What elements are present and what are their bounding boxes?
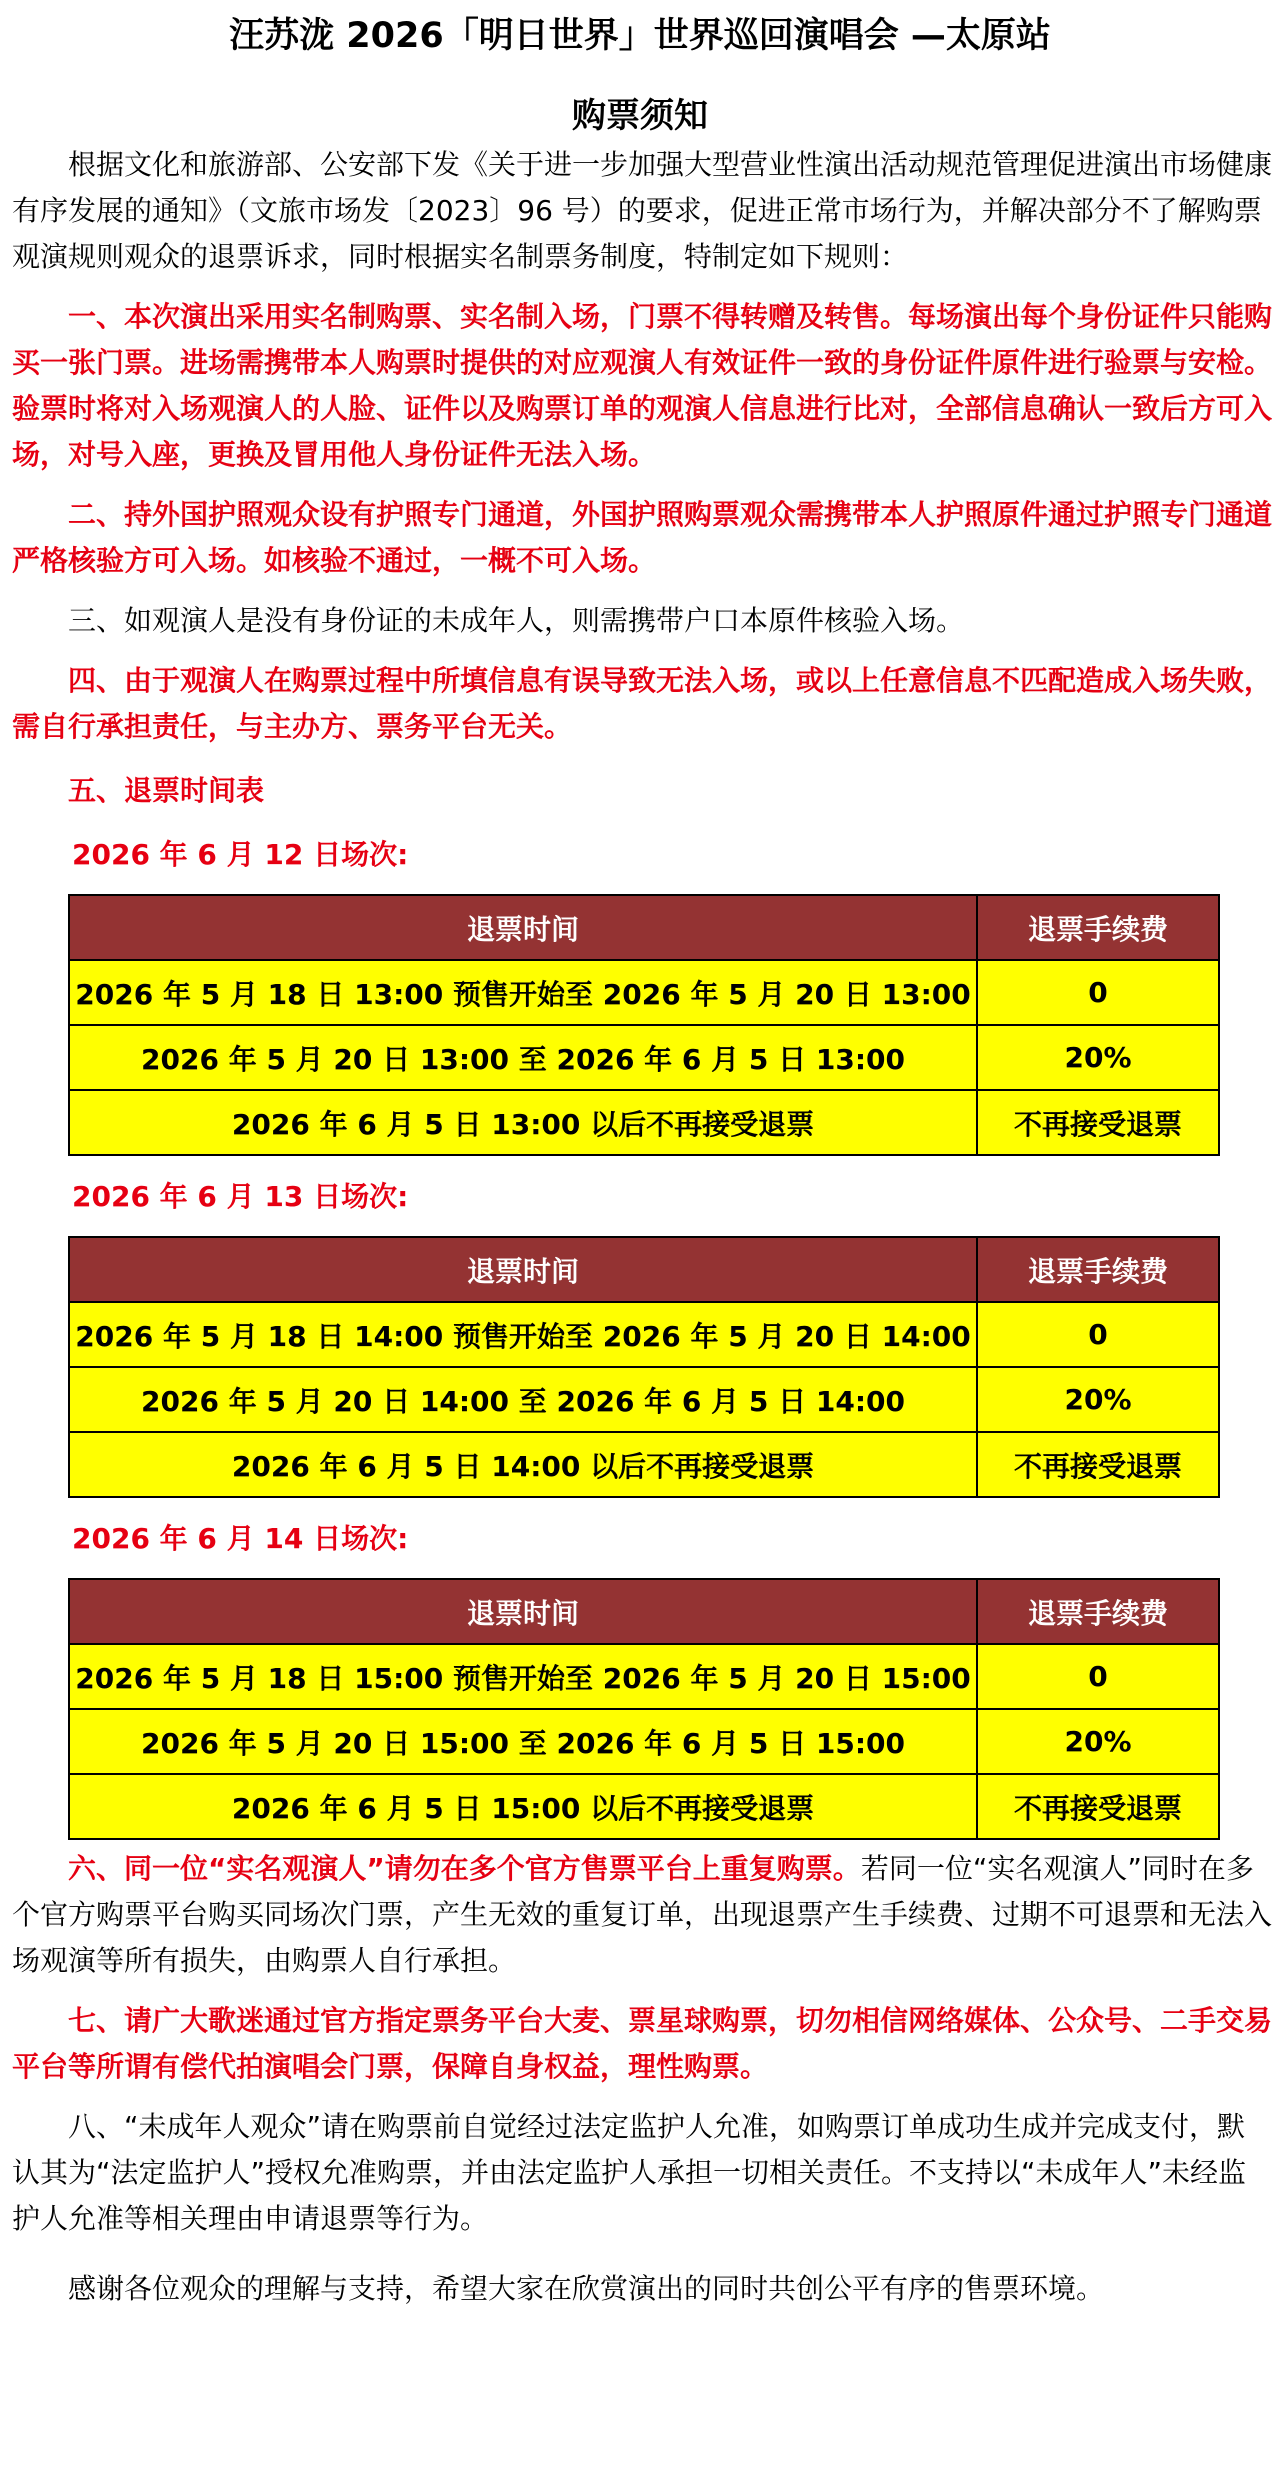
refund-fee-cell: 20% bbox=[977, 1367, 1219, 1432]
refund-time-cell: 2026 年 6 月 5 日 14:00 以后不再接受退票 bbox=[69, 1432, 977, 1497]
refund-table bbox=[68, 1578, 1220, 1840]
refund-table bbox=[68, 1236, 1220, 1498]
header-refund-fee: 退票手续费 bbox=[977, 895, 1219, 960]
refund-fee-cell: 20% bbox=[977, 1025, 1219, 1090]
refund-fee-cell: 20% bbox=[977, 1709, 1219, 1774]
table-header-row bbox=[69, 895, 1219, 960]
refund-time-cell: 2026 年 5 月 20 日 15:00 至 2026 年 6 月 5 日 15:00 bbox=[69, 1709, 977, 1774]
closing-note: 感谢各位观众的理解与支持，希望大家在欣赏演出的同时共创公平有序的售票环境。 bbox=[68, 2272, 1105, 2305]
header-refund-time: 退票时间 bbox=[69, 1579, 977, 1644]
rule-4: 四、由于观演人在购票过程中所填信息有误导致无法入场，或以上任意信息不匹配造成入场失败，需自行承担责任，与主办方、票务平台无关。 bbox=[12, 664, 1273, 743]
rule-6-body: 若同一位“实名观演人”同时在多个官方购票平台购买同场次门票，产生无效的重复订单，出现退票产生手续费、过期不可退票和无法入场观演等所有损失，由购票人自行承担。 bbox=[12, 1852, 1273, 1977]
rule-3: 三、如观演人是没有身份证的未成年人，则需携带户口本原件核验入场。 bbox=[68, 604, 965, 637]
table-row bbox=[69, 1025, 1219, 1090]
table-row bbox=[69, 1774, 1219, 1839]
refund-time-cell: 2026 年 5 月 18 日 13:00 预售开始至 2026 年 5 月 20 日 13:00 bbox=[69, 960, 977, 1025]
page-title: 汪苏泷 2026「明日世界」世界巡回演唱会 —太原站 bbox=[229, 16, 1051, 56]
rule-8: 八、“未成年人观众”请在购票前自觉经过法定监护人允准，如购票订单成功生成并完成支付，默认其为“法定监护人”授权允准购票，并由法定监护人承担一切相关责任。不支持以“未成年人”未经监护人允准等相关理由申请退票等行为。 bbox=[12, 2110, 1247, 2235]
intro-paragraph: 根据文化和旅游部、公安部下发《关于进一步加强大型营业性演出活动规范管理促进演出市场健康有序发展的通知》（文旅市场发〔2023〕96 号）的要求，促进正常市场行为，并解决部分不了解购票观演规则观众的退票诉求，同时根据实名制票务制度，特制定如下规则： bbox=[12, 148, 1273, 273]
refund-time-cell: 2026 年 5 月 18 日 15:00 预售开始至 2026 年 5 月 20 日 15:00 bbox=[69, 1644, 977, 1709]
table-row bbox=[69, 1090, 1219, 1155]
header-refund-fee: 退票手续费 bbox=[977, 1237, 1219, 1302]
page-subtitle: 购票须知 bbox=[572, 96, 708, 136]
refund-fee-cell: 0 bbox=[977, 1302, 1219, 1367]
rule-2: 二、持外国护照观众设有护照专门通道，外国护照购票观众需携带本人护照原件通过护照专门通道严格核验方可入场。如核验不通过，一概不可入场。 bbox=[12, 498, 1273, 577]
rule-5-title: 五、退票时间表 bbox=[68, 774, 265, 807]
table-row bbox=[69, 1367, 1219, 1432]
table-row bbox=[69, 1302, 1219, 1367]
refund-fee-cell: 不再接受退票 bbox=[977, 1090, 1219, 1155]
table-row bbox=[69, 960, 1219, 1025]
refund-fee-cell: 0 bbox=[977, 960, 1219, 1025]
table-row bbox=[69, 1644, 1219, 1709]
refund-fee-cell: 不再接受退票 bbox=[977, 1774, 1219, 1839]
refund-time-cell: 2026 年 6 月 5 日 15:00 以后不再接受退票 bbox=[69, 1774, 977, 1839]
refund-time-cell: 2026 年 6 月 5 日 13:00 以后不再接受退票 bbox=[69, 1090, 977, 1155]
refund-time-cell: 2026 年 5 月 20 日 14:00 至 2026 年 6 月 5 日 14:00 bbox=[69, 1367, 977, 1432]
rule-6-emphasis: 六、同一位“实名观演人”请勿在多个官方售票平台上重复购票。 bbox=[68, 1852, 861, 1885]
rule-1: 一、本次演出采用实名制购票、实名制入场，门票不得转赠及转售。每场演出每个身份证件只能购买一张门票。进场需携带本人购票时提供的对应观演人有效证件一致的身份证件原件进行验票与安检。验票时将对入场观演人的人脸、证件以及购票订单的观演人信息进行比对，全部信息确认一致后方可入场，对号入座，更换及冒用他人身份证件无法入场。 bbox=[12, 300, 1273, 471]
session-label: 2026 年 6 月 12 日场次: bbox=[72, 838, 409, 871]
rule-7: 七、请广大歌迷通过官方指定票务平台大麦、票星球购票，切勿相信网络媒体、公众号、二手交易平台等所谓有偿代拍演唱会门票，保障自身权益，理性购票。 bbox=[12, 2004, 1273, 2083]
session-label: 2026 年 6 月 13 日场次: bbox=[72, 1180, 409, 1213]
refund-table bbox=[68, 894, 1220, 1156]
header-refund-time: 退票时间 bbox=[69, 1237, 977, 1302]
refund-fee-cell: 不再接受退票 bbox=[977, 1432, 1219, 1497]
rule-6 bbox=[12, 1846, 1272, 1984]
refund-fee-cell: 0 bbox=[977, 1644, 1219, 1709]
header-refund-time: 退票时间 bbox=[69, 895, 977, 960]
refund-time-cell: 2026 年 5 月 20 日 13:00 至 2026 年 6 月 5 日 13:00 bbox=[69, 1025, 977, 1090]
session-label: 2026 年 6 月 14 日场次: bbox=[72, 1522, 409, 1555]
table-header-row bbox=[69, 1579, 1219, 1644]
table-header-row bbox=[69, 1237, 1219, 1302]
table-row bbox=[69, 1432, 1219, 1497]
table-row bbox=[69, 1709, 1219, 1774]
refund-time-cell: 2026 年 5 月 18 日 14:00 预售开始至 2026 年 5 月 20 日 14:00 bbox=[69, 1302, 977, 1367]
header-refund-fee: 退票手续费 bbox=[977, 1579, 1219, 1644]
